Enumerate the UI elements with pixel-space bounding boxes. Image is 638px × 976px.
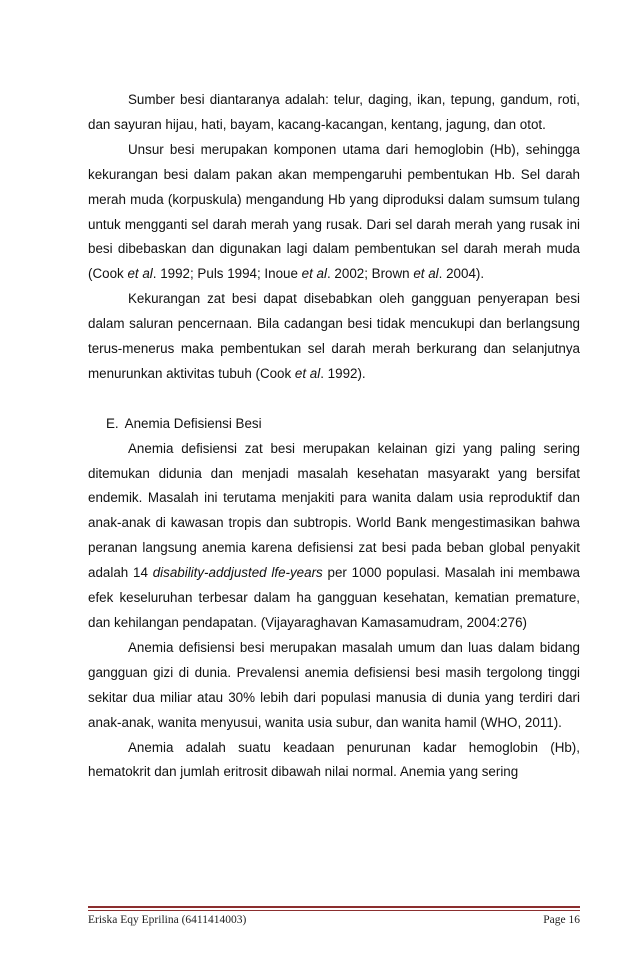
paragraph-anemia-prevalence: Anemia defisiensi zat besi merupakan kelainan gizi yang paling sering ditemukan didunia dan menjadi masalah kesehatan masyarakt yang bersifat endemik. Masalah ini terutama menjakiti para wanita dalam usia reproduktif dan anak-anak di kawasan tropis dan subtropis. World Bank mengestimasikan bahwa peranan langsung anemia karena defisiensi zat besi pada beban global penyakit adalah 14 disability-addjusted lfe-years per 1000 populasi. Masalah ini membawa efek keseluruhan terbesar dalam ha gangguan kesehatan, kematian premature, dan kehilangan pendapatan. (Vijayaraghavan Kamasamudram, 2004:276)	[88, 440, 581, 631]
section-number: E.	[106, 415, 119, 431]
paragraph-anemia-global: Anemia defisiensi besi merupakan masalah umum dan luas dalam bidang gangguan gizi di dunia. Prevalensi anemia defisiensi besi masih tergolong tinggi sekitar dua miliar atau 30% lebih dari populasi manusia di dunia yang terdiri dari anak-anak, wanita menyusui, wanita usia subur, dan wanita hamil (WHO, 2011).	[88, 639, 580, 730]
page-number: Page 16	[543, 914, 580, 926]
paragraph-iron-sources: Sumber besi diantaranya adalah: telur, daging, ikan, tepung, gandum, roti, dan sayuran hijau, hati, bayam, kacang-kacangan, kentang, jagung, dan otot.	[88, 92, 580, 132]
page-footer	[88, 914, 580, 926]
footer-author: Eriska Eqy Eprilina (6411414003)	[88, 914, 247, 926]
section-title: Anemia Defisiensi Besi	[124, 415, 262, 431]
paragraph-anemia-definition: Anemia adalah suatu keadaan penurunan kadar hemoglobin (Hb), hematokrit dan jumlah eritrosit dibawah nilai normal. Anemia yang sering	[88, 739, 580, 780]
section-heading	[88, 412, 580, 437]
body-text	[88, 88, 580, 785]
footer-divider	[88, 906, 580, 911]
paragraph-iron-hemoglobin: Unsur besi merupakan komponen utama dari hemoglobin (Hb), sehingga kekurangan besi dalam pakan akan mempengaruhi pembentukan Hb. Sel darah merah muda (korpuskula) mengandung Hb yang diproduksi dalam sumsum tulang untuk mengganti sel darah merah yang rusak. Dari sel darah merah yang rusak ini besi dibebaskan dan digunakan lagi dalam pembentukan sel darah merah muda (Cook et al. 1992; Puls 1994; Inoue et al. 2002; Brown et al. 2004).	[88, 141, 580, 282]
paragraph-iron-deficiency-causes: Kekurangan zat besi dapat disebabkan oleh gangguan penyerapan besi dalam saluran pencernaan. Bila cadangan besi tidak mencukupi dan berlangsung terus-menerus maka pembentukan sel darah merah berkurang dan selanjutnya menurunkan aktivitas tubuh (Cook et al. 1992).	[88, 291, 580, 381]
